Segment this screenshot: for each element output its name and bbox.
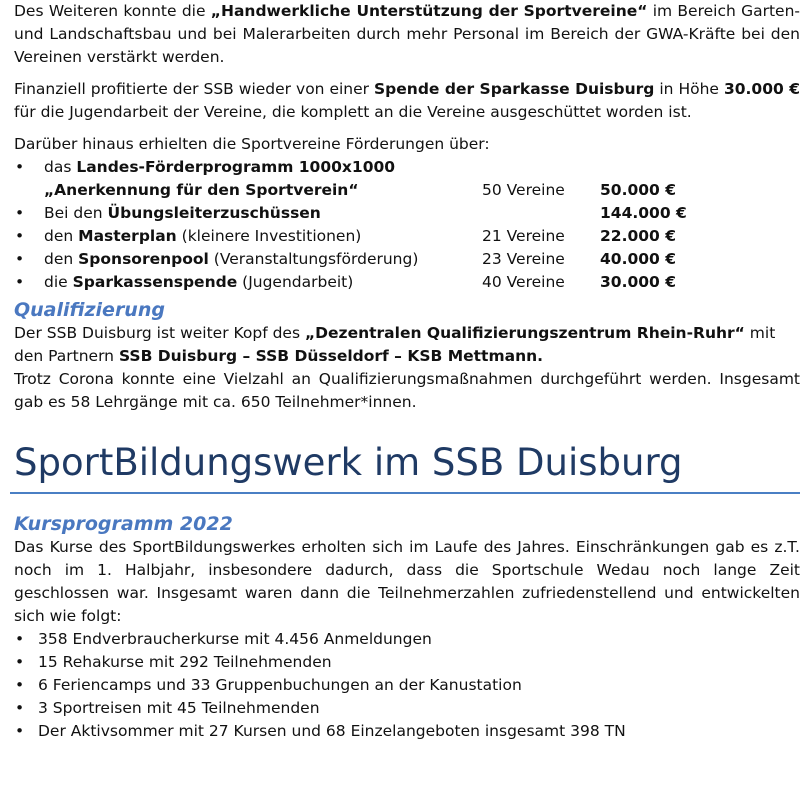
text: im Bereich Garten- und Landschaftsbau und bei Malerarbeiten durch mehr Personal im Bereich der GWA-Kräfte bei den Vereinen verstärkt werden.: [14, 2, 800, 66]
list-item: [14, 248, 800, 271]
text: das: [44, 158, 77, 176]
bullet-icon: •: [15, 250, 25, 268]
list-item-text: 358 Endverbraucherkurse mit 4.456 Anmeldungen: [38, 630, 432, 648]
text: mit den Partnern: [14, 324, 776, 365]
bold-text: Masterplan: [78, 227, 177, 245]
club-count: 21 Vereine: [482, 227, 565, 245]
paragraph-qualifizierung: [14, 322, 800, 368]
text: den: [44, 250, 79, 268]
text: Bei den: [44, 204, 108, 222]
list-item-text: 6 Feriencamps und 33 Gruppenbuchungen an der Kanustation: [38, 676, 522, 694]
text: für die Jugendarbeit der Vereine, die komplett an die Vereine ausgeschüttet worden ist.: [14, 103, 692, 121]
bold-text: Sparkassenspende: [72, 273, 238, 291]
club-count: 23 Vereine: [482, 250, 565, 268]
bold-text: 30.000 €: [723, 80, 800, 98]
list-item: [14, 697, 800, 720]
bullet-icon: •: [15, 699, 25, 717]
text: den: [44, 227, 79, 245]
list-item: [14, 628, 800, 651]
heading-qualifizierung: Qualifizierung: [14, 299, 165, 321]
bold-text: „Anerkennung für den Sportverein“: [44, 181, 359, 199]
bold-text: SSB Duisburg – SSB Düsseldorf – KSB Mettmann.: [118, 347, 544, 365]
course-list: [14, 628, 800, 743]
bullet-icon: •: [15, 227, 25, 245]
funding-intro: Darüber hinaus erhielten die Sportvereine Förderungen über:: [14, 135, 490, 153]
paragraph-corona: Trotz Corona konnte eine Vielzahl an Qualifizierungsmaßnahmen durchgeführt werden. Insgesamt gab es 58 Lehrgänge mit ca. 650 Teilnehmer*innen.: [14, 370, 800, 411]
bold-text: Spende der Sparkasse Duisburg: [374, 80, 655, 98]
paragraph-handwerk: [14, 0, 800, 69]
list-item: [14, 156, 800, 179]
text: (kleinere Investitionen): [176, 227, 362, 245]
bold-text: „Handwerkliche Unterstützung der Sportvereine“: [210, 2, 648, 20]
list-item-text: Der Aktivsommer mit 27 Kursen und 68 Einzelangeboten insgesamt 398 TN: [38, 722, 626, 740]
amount: 144.000 €: [600, 204, 687, 222]
text: die: [44, 273, 73, 291]
bold-text: „Dezentralen Qualifizierungszentrum Rhein-Ruhr“: [304, 324, 745, 342]
list-item: [14, 720, 800, 743]
paragraph-sparkasse: [14, 78, 800, 124]
section-divider: [10, 492, 800, 494]
bullet-icon: •: [15, 676, 25, 694]
document-page: [14, 0, 800, 743]
text: Der SSB Duisburg ist weiter Kopf des: [14, 324, 305, 342]
list-item-continuation: [14, 179, 800, 202]
amount: 22.000 €: [600, 227, 676, 245]
paragraph-kursprogramm: Das Kurse des SportBildungswerkes erholten sich im Laufe des Jahres. Einschränkungen gab es z.T. noch im 1. Halbjahr, insbesondere dadurch, dass die Sportschule Wedau noch lange Zeit geschlossen war. Insgesamt waren dann die Teilnehmerzahlen zufriedenstellend und entwickelten sich wie folgt:: [14, 538, 800, 625]
bold-text: Sponsorenpool: [78, 250, 209, 268]
bullet-icon: •: [15, 653, 25, 671]
list-item: [14, 202, 800, 225]
text: in Höhe: [654, 80, 724, 98]
list-item-text: 15 Rehakurse mit 292 Teilnehmenden: [38, 653, 332, 671]
club-count: 50 Vereine: [482, 181, 565, 199]
bullet-icon: •: [15, 722, 25, 740]
bold-text: Übungsleiterzuschüssen: [107, 204, 321, 222]
list-item-text: 3 Sportreisen mit 45 Teilnehmenden: [38, 699, 320, 717]
text: Finanziell profitierte der SSB wieder von einer: [14, 80, 375, 98]
club-count: [482, 202, 600, 225]
heading-kursprogramm: Kursprogramm 2022: [14, 513, 233, 535]
club-count: [482, 156, 600, 179]
text: Des Weiteren konnte die: [14, 2, 211, 20]
club-count: 40 Vereine: [482, 273, 565, 291]
list-item: [14, 674, 800, 697]
text: (Veranstaltungsförderung): [208, 250, 419, 268]
section-title: SportBildungswerk im SSB Duisburg: [14, 441, 683, 484]
list-item: [14, 225, 800, 248]
bullet-icon: •: [15, 204, 25, 222]
list-item: [14, 271, 800, 294]
bullet-icon: •: [15, 630, 25, 648]
bullet-icon: •: [15, 158, 25, 176]
text: (Jugendarbeit): [237, 273, 354, 291]
bullet-icon: •: [15, 273, 25, 291]
list-item: [14, 651, 800, 674]
amount: 50.000 €: [600, 181, 676, 199]
bold-text: Landes-Förderprogramm 1000x1000: [76, 158, 396, 176]
amount: 40.000 €: [600, 250, 676, 268]
amount: 30.000 €: [600, 273, 676, 291]
funding-list: [14, 156, 800, 294]
